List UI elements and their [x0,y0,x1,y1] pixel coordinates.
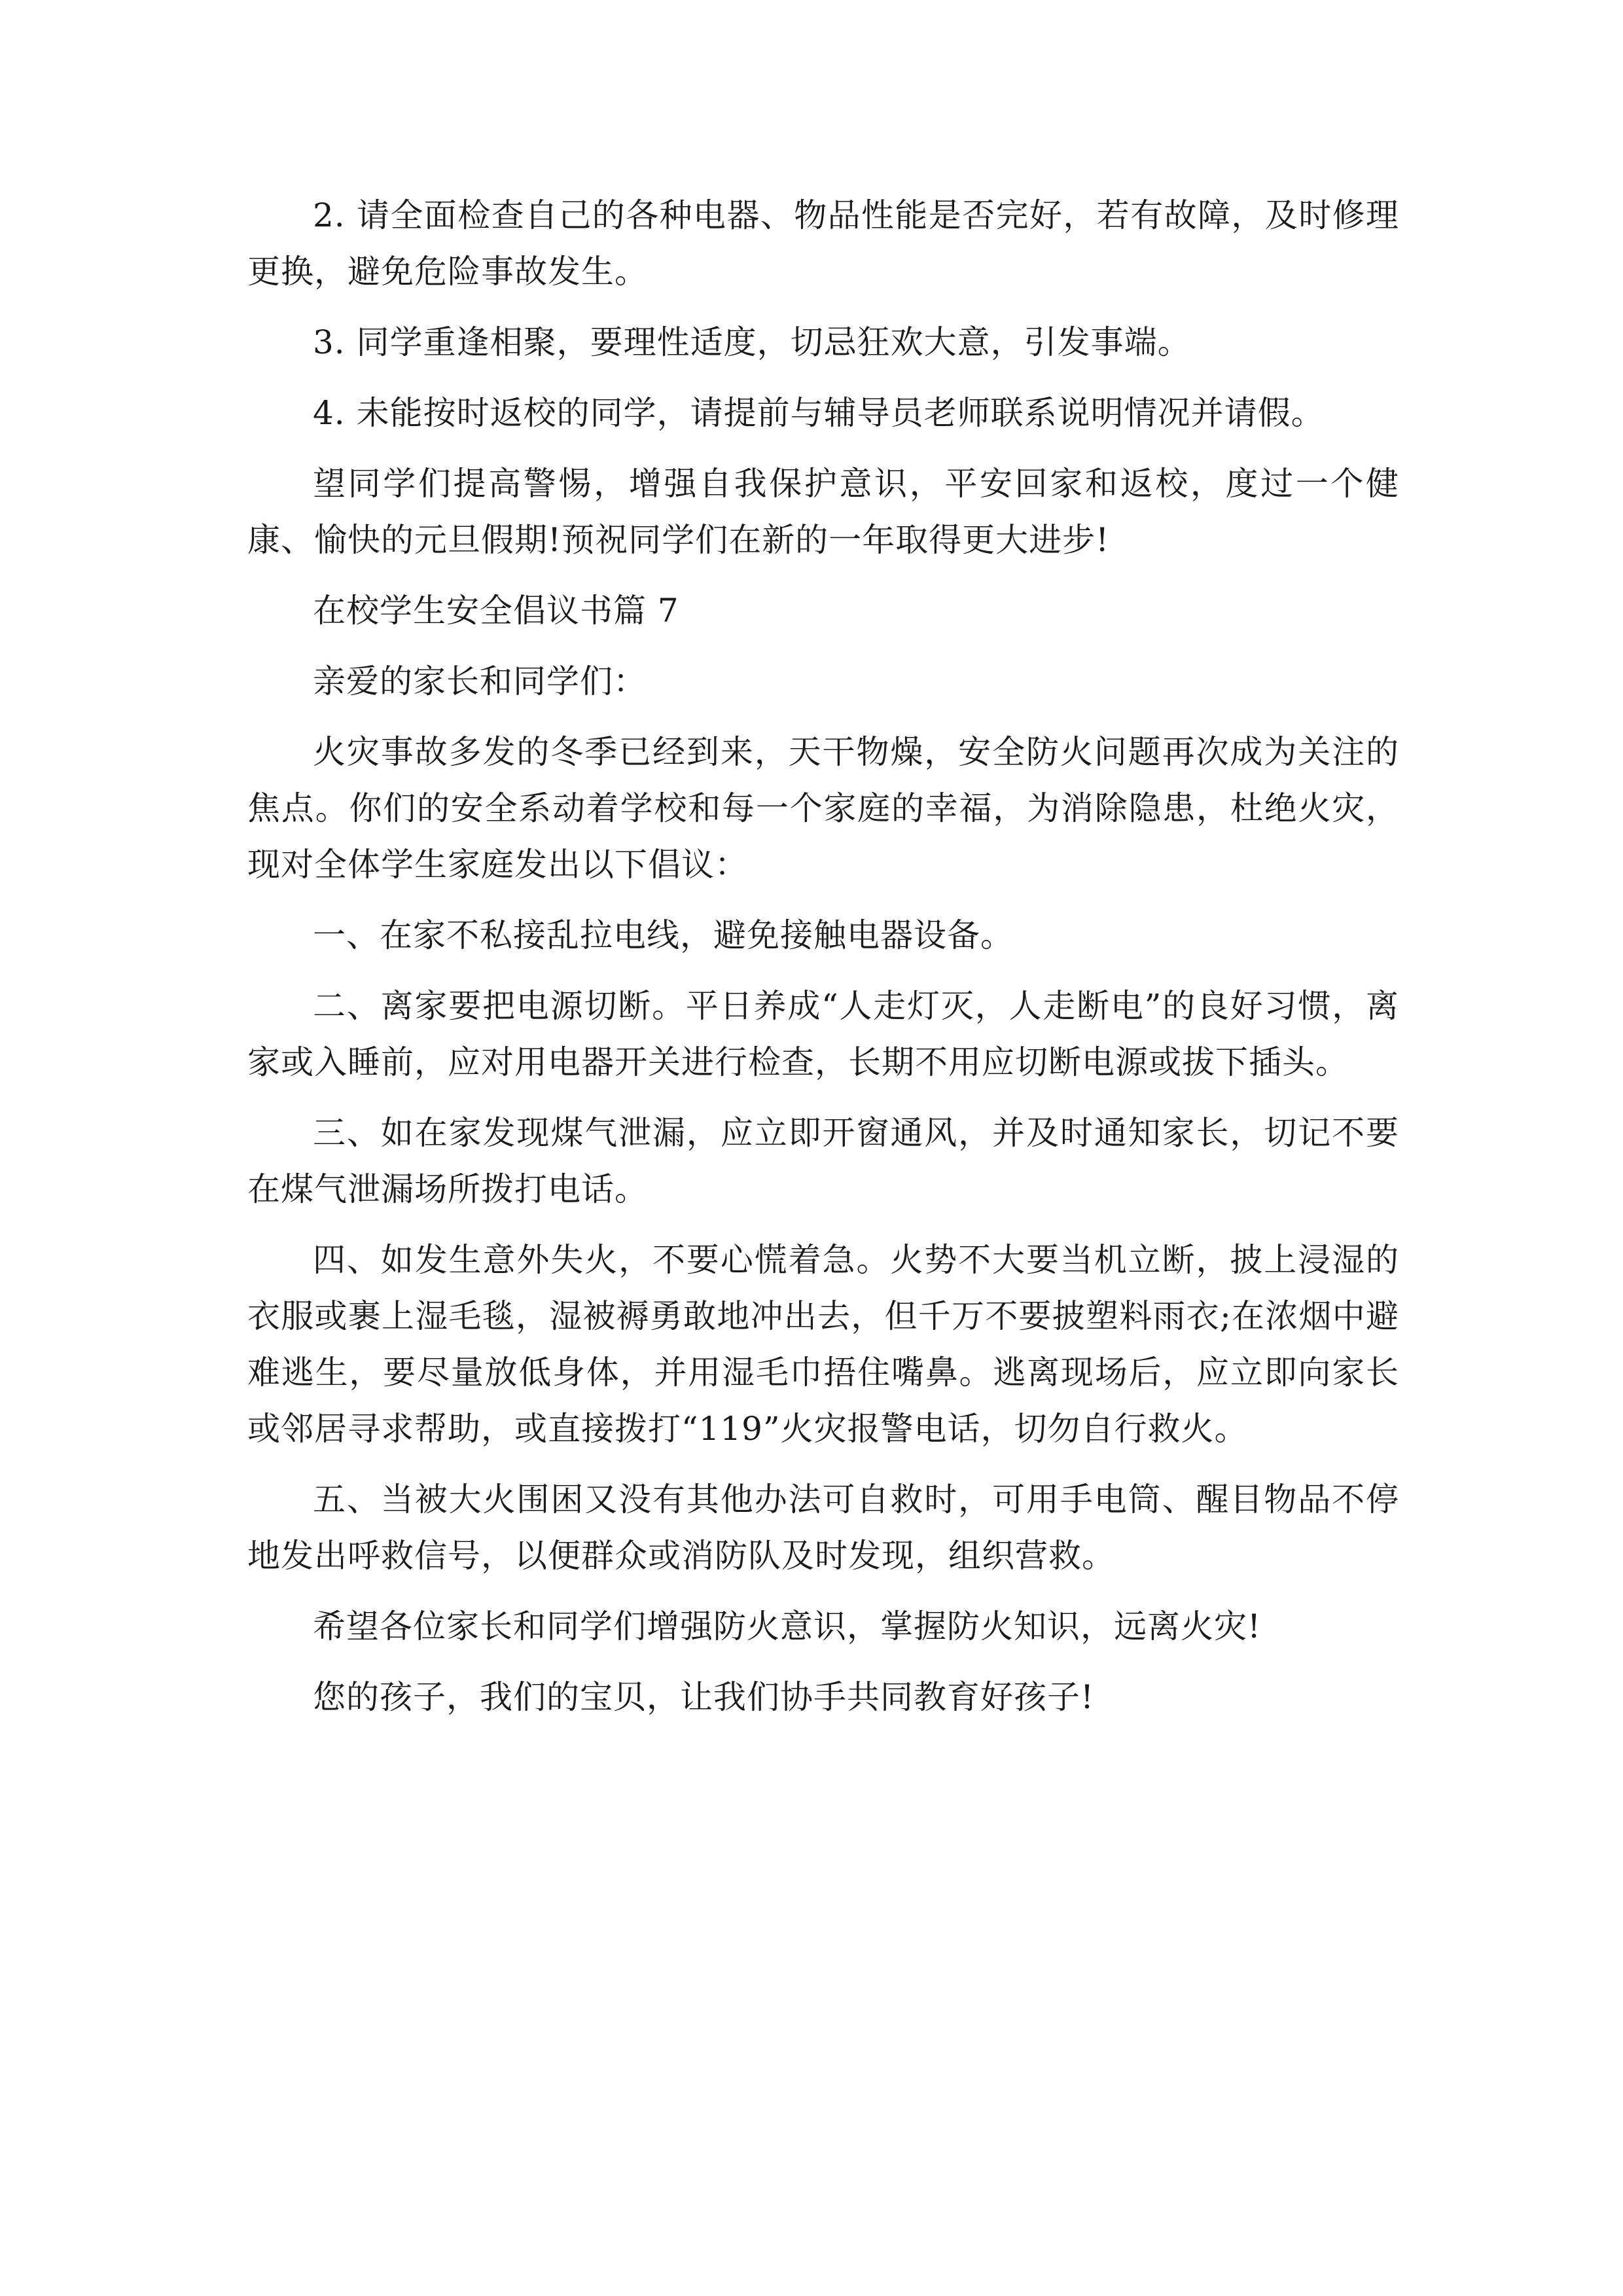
salutation: 亲爱的家长和同学们： [313,662,647,700]
paragraph-item-3: 3. 同学重逢相聚，要理性适度，切忌狂欢大意，引发事端。 [313,323,1191,361]
paragraph-hope: 希望各位家长和同学们增强防火意识，掌握防火知识，远离火灾! [313,1607,1262,1645]
paragraph-point-3: 三、如在家发现煤气泄漏，应立即开窗通风，并及时通知家长，切记不要在煤气泄漏场所拨打电话。 [247,1114,1399,1208]
paragraph-point-5: 五、当被大火围困又没有其他办法可自救时，可用手电筒、醒目物品不停地发出呼救信号，以便群众或消防队及时发现，组织营救。 [247,1480,1399,1575]
document-body [247,187,1399,1740]
paragraph-final: 您的孩子，我们的宝贝，让我们协手共同教育好孩子! [313,1678,1095,1716]
section-heading: 在校学生安全倡议书篇 7 [313,592,679,630]
paragraph-intro: 火灾事故多发的冬季已经到来，天干物燥，安全防火问题再次成为关注的焦点。你们的安全系动着学校和每一个家庭的幸福，为消除隐患，杜绝火灾，现对全体学生家庭发出以下倡议： [247,733,1399,884]
paragraph-point-4: 四、如发生意外失火，不要心慌着急。火势不大要当机立断，披上浸湿的衣服或裹上湿毛毯，湿被褥勇敢地冲出去，但千万不要披塑料雨衣;在浓烟中避难逃生，要尽量放低身体，并用湿毛巾捂住嘴鼻。逃离现场后，应立即向家长或邻居寻求帮助，或直接拨打“119”火灾报警电话，切勿自行救火。 [247,1241,1399,1448]
paragraph-item-4: 4. 未能按时返校的同学，请提前与辅导员老师联系说明情况并请假。 [313,394,1325,432]
paragraph-point-1: 一、在家不私接乱拉电线，避免接触电器设备。 [313,916,1014,954]
paragraph-point-2: 二、离家要把电源切断。平日养成“人走灯灭，人走断电”的良好习惯，离家或入睡前，应对用电器开关进行检查，长期不用应切断电源或拔下插头。 [247,987,1399,1081]
paragraph-closing-wish: 望同学们提高警惕，增强自我保护意识，平安回家和返校，度过一个健康、愉快的元旦假期!预祝同学们在新的一年取得更大进步! [247,465,1399,559]
paragraph-item-2: 2. 请全面检查自己的各种电器、物品性能是否完好，若有故障，及时修理更换，避免危险事故发生。 [247,196,1399,291]
